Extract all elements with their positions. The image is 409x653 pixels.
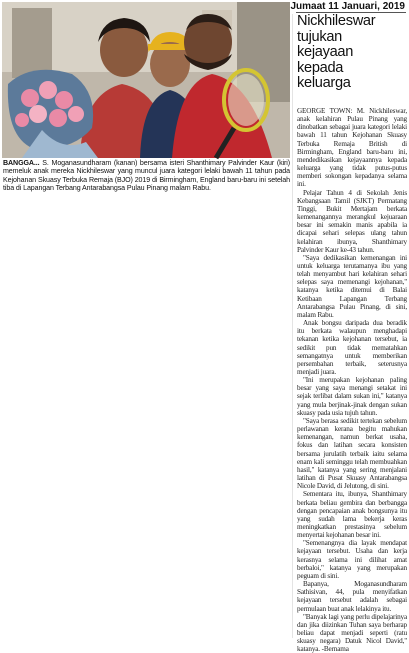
article-paragraph: "Saya dedikasikan kemenangan ini untuk keluarga terutamanya ibu yang telah menyambut hari kelahiran sehari selepas saya memenangi kejohanan," katanya ketika ditemui di Balai Ketibaan Lapangan Terbang Antarabangsa Pulau Pinang, di sini, malam Rabu. — [297, 253, 407, 319]
headline — [297, 14, 407, 92]
caption-text: S. Moganasundharam (kanan) bersama isteri Shanthimary Palvinder Kaur (kiri) memeluk anak mereka Nickhileswar yang muncul juara kategori lelaki bawah 11 tahun pada Kejohanan Skuasy Terbuka Remaja (BJO) 2019 di Birmingham, England baru-baru ini setelah tiba di Lapangan Terbang Antarabangsa Pulau Pinang malam Rabu. — [3, 159, 291, 193]
headline-line: tujukan — [297, 28, 342, 45]
article-paragraph: "Saya berasa sedikit tertekan sebelum perlawanan kerana begitu mahukan kemenangan, namun berkat usaha, fokus dan latihan secara konsisten bersama jurulatih terbaik iaitu selama enam kali seminggu telah membuahkan hasil," katanya yang sering menjalani latihan di Pusat Skuasy Antarabangsa Nicole David, di Jelutong, di sini. — [297, 416, 407, 491]
headline-line: kejayaan — [297, 44, 354, 61]
article-paragraph: "Banyak lagi yang perlu dipelajarinya dan jika diizinkan Tuhan saya berharap beliau dapat menjadi seperti (ratu skuasy negara) Datuk Nicol David," katanya. -Bernama — [297, 612, 407, 653]
column-rule — [292, 14, 293, 638]
headline-line: kepada — [297, 59, 344, 76]
headline-line: Nickhileswar — [297, 13, 376, 29]
article-paragraph: Sementara itu, ibunya, Shanthimary berkata beliau gembira dan berbangga dengan pencapaian anak bongsunya itu yang sudah lama bekerja keras meningkatkan prestasinya sebelum menyertai kejohanan besar ini. — [297, 490, 407, 540]
photo-caption — [3, 159, 290, 193]
article-paragraph: "Ini merupakan kejohanan paling besar yang saya menangi setakat ini sejak terlibat dalam sukan ini," katanya yang mula berjinak-jinak dengan sukan skuasy pada usia tujuh tahun. — [297, 376, 407, 417]
article-paragraph: Anak bongsu daripada dua beradik itu berkata walaupun menghadapi tekanan ketika kejohanan tersebut, ia sedikit pun tidak mematahkan semangatnya untuk memberikan persembahan terbaik, seterusnya menjadi juara. — [297, 319, 407, 376]
photo-illustration — [2, 2, 290, 158]
headline-line: keluarga — [297, 75, 351, 92]
article-paragraph: "Semenangnya dia layak mendapat kejayaan tersebut. Usaha dan kerja kerasnya selama ini dilihat amat berbaloi," katanya yang merupakan peguam di sini. — [297, 539, 407, 580]
article-body — [297, 107, 407, 653]
caption-lead: BANGGA... — [3, 159, 40, 167]
dateline: Jumaat 11 Januari, 2019 — [290, 1, 405, 12]
news-photo — [2, 2, 290, 158]
article-paragraph: Pelajar Tahun 4 di Sekolah Jenis Kebangsaan Tamil (SJKT) Permatang Tinggi, Bukit Mertajam berkata kemenangannya merangkul kejuaraan besar ini semakin manis apabila ia dicapai sehari selepas ulang tahun kelahiran ibunya, Shanthimary Palvinder Kaur ke-43 tahun. — [297, 188, 407, 254]
article-paragraph: Bapanya, Moganasundharam Sathisivan, 44, pula menyifatkan kejayaan tersebut adalah sebagai permulaan buat anak lelakinya itu. — [297, 580, 407, 613]
article-paragraph: GEORGE TOWN: M. Nickhileswar, anak kelahiran Pulau Pinang yang dinobatkan sebagai juara kategori lelaki bawah 11 tahun Kejohanan Skuasy Terbuka Remaja British di Birmingham, England baru-baru ini, mendedikasikan kejayaannya kepada keluarga yang tidak putus-putus memberi sokongan kepadanya selama ini. — [297, 107, 407, 189]
